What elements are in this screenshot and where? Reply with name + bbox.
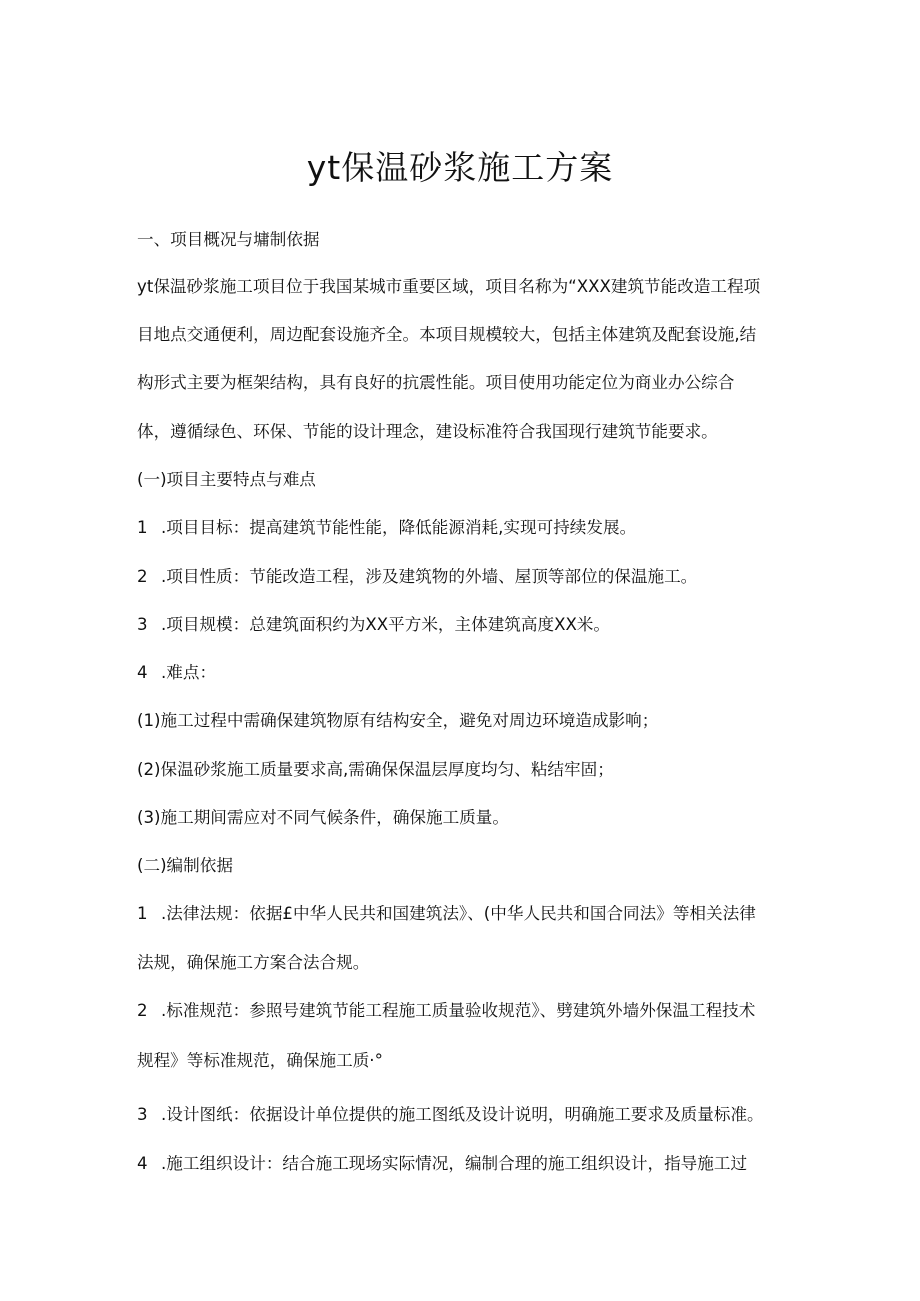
subsection-heading-basis: (二)编制依据 <box>137 856 233 875</box>
item-text: .施工组织设计：结合施工现场实际情况，编制合理的施工组织设计，指导施工过 <box>161 1154 748 1173</box>
overview-line-3: 构形式主要为框架结构，具有良好的抗震性能。项目使用功能定位为商业办公综合 <box>137 373 735 392</box>
item-text: .项目性质：节能改造工程，涉及建筑物的外墙、屋顶等部位的保温施工。 <box>161 567 698 586</box>
basis-item <box>137 1152 747 1176</box>
item-text: .标准规范：参照号建筑节能工程施工质量验收规范》、劈建筑外墙外保温工程技术 <box>161 1001 756 1020</box>
item-number: 4 <box>137 663 148 682</box>
overview-line-4: 体，遵循绿色、环保、节能的设计理念，建设标准符合我国现行建筑节能要求。 <box>137 422 718 441</box>
item-text: .法律法规：依据£中华人民共和国建筑法》、(中华人民共和国合同法》等相关法律 <box>161 904 756 923</box>
item-number: 2 <box>137 567 148 586</box>
item-number: 1 <box>137 904 148 923</box>
item-text: .设计图纸：依据设计单位提供的施工图纸及设计说明，明确施工要求及质量标准。 <box>161 1105 764 1124</box>
overview-line-1: yt保温砂浆施工项目位于我国某城市重要区域，项目名称为“XXX建筑节能改造工程项 <box>137 277 761 296</box>
overview-line-2: 目地点交通便利，周边配套设施齐全。本项目规模较大，包括主体建筑及配套设施,结 <box>137 325 757 344</box>
section-heading: 一、项目概况与墉制依据 <box>137 230 320 249</box>
item-text: .项目规模：总建筑面积约为XX平方米，主体建筑高度XX米。 <box>161 615 610 634</box>
basis-item <box>137 1103 764 1127</box>
item-number: 2 <box>137 1001 148 1020</box>
feature-item <box>137 613 610 637</box>
item-number: 3 <box>137 1105 148 1124</box>
difficulty-item: (2)保温砂浆施工质量要求高,需确保保温层厚度均匀、粘结牢固； <box>137 760 614 779</box>
feature-item <box>137 516 636 540</box>
difficulty-item: (3)施工期间需应对不同气候条件，确保施工质量。 <box>137 808 509 827</box>
feature-item <box>137 565 697 589</box>
item-number: 4 <box>137 1154 148 1173</box>
basis-item-continuation: 法规，确保施工方案合法合规。 <box>137 953 370 972</box>
document-title: yt保温砂浆施工方案 <box>306 148 614 187</box>
basis-item <box>137 902 756 926</box>
basis-item-continuation: 规程》等标准规范，确保施工质·° <box>137 1051 383 1070</box>
difficulty-item: (1)施工过程中需确保建筑物原有结构安全，避免对周边环境造成影响； <box>137 711 659 730</box>
item-number: 3 <box>137 615 148 634</box>
basis-item <box>137 999 755 1023</box>
item-text: .难点： <box>161 663 217 682</box>
item-number: 1 <box>137 518 148 537</box>
subsection-heading-features: (一)项目主要特点与难点 <box>137 470 316 489</box>
item-text: .项目目标：提高建筑节能性能，降低能源消耗,实现可持续发展。 <box>161 518 637 537</box>
feature-item <box>137 661 216 685</box>
